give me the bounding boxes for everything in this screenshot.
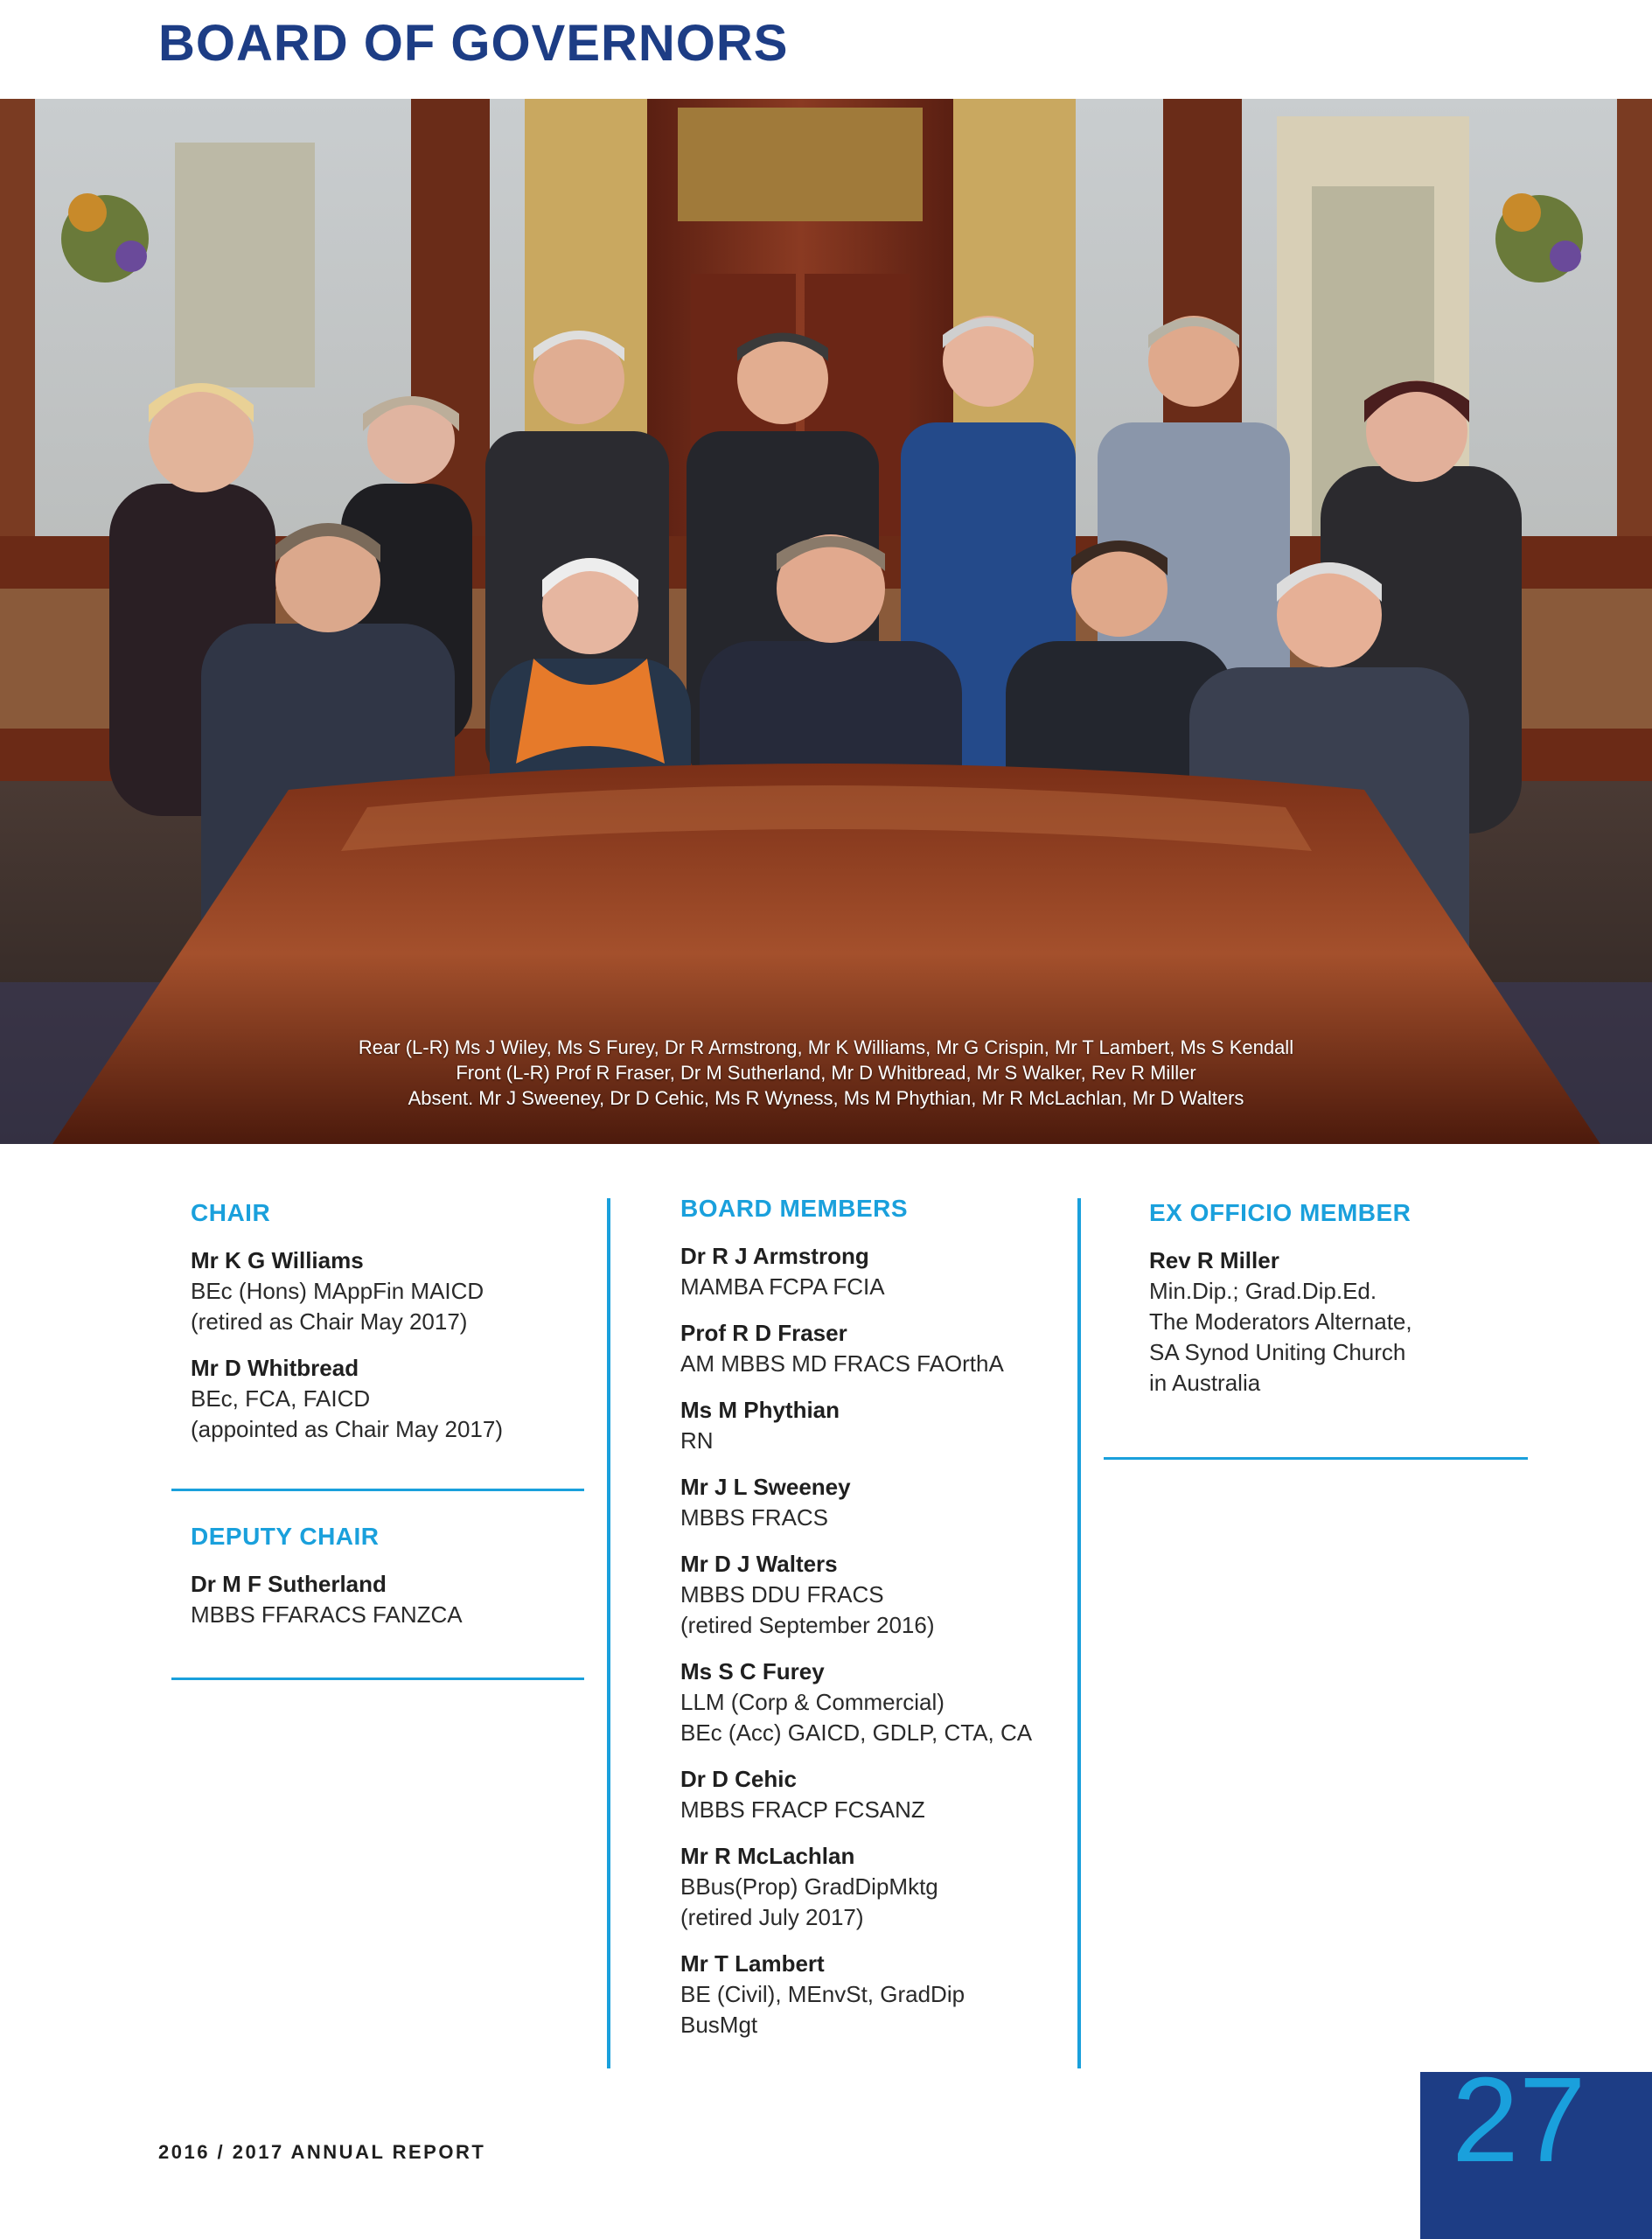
board-members-column — [661, 1194, 1063, 2056]
ex-officio-member — [1149, 1245, 1532, 1399]
member-note: (retired July 2017) — [680, 1904, 864, 1930]
section-divider — [1104, 1457, 1528, 1460]
board-member — [680, 1657, 1063, 1748]
member-qualification: MBBS FRACP FCSANZ — [680, 1796, 925, 1823]
board-member — [680, 1241, 1063, 1302]
member-qualification: MBBS DDU FRACS — [680, 1581, 884, 1608]
board-members-heading: BOARD MEMBERS — [680, 1195, 909, 1222]
member-qualification: BEc (Acc) GAICD, GDLP, CTA, CA — [680, 1719, 1033, 1746]
member-qualification: BE (Civil), MEnvSt, GradDip — [680, 1981, 965, 2007]
ex-officio-column — [1130, 1198, 1532, 1414]
member-qualification: BBus(Prop) GradDipMktg — [680, 1873, 938, 1900]
member-qualification: MBBS FRACS — [680, 1504, 829, 1531]
board-member — [680, 1841, 1063, 1933]
member-name: Mr T Lambert — [680, 1950, 825, 1977]
member-name: Prof R D Fraser — [680, 1320, 847, 1346]
member-note: (appointed as Chair May 2017) — [191, 1416, 503, 1442]
member-name: Mr D J Walters — [680, 1551, 838, 1577]
member-name: Ms M Phythian — [680, 1397, 840, 1423]
caption-absent: Absent. Mr J Sweeney, Dr D Cehic, Ms R Wyness, Ms M Phythian, Mr R McLachlan, Mr D Walters — [408, 1087, 1244, 1109]
member-name: Mr D Whitbread — [191, 1355, 359, 1381]
chair-column — [171, 1198, 584, 1461]
board-member — [680, 1764, 1063, 1825]
member-name: Dr M F Sutherland — [191, 1571, 387, 1597]
deputy-chair-column — [171, 1522, 584, 1646]
caption-front-row: Front (L-R) Prof R Fraser, Dr M Sutherland, Mr D Whitbread, Mr S Walker, Rev R Miller — [456, 1062, 1196, 1084]
member-name: Dr R J Armstrong — [680, 1243, 869, 1269]
column-rule — [1077, 1198, 1081, 2068]
board-member — [680, 1318, 1063, 1379]
member-note: (retired September 2016) — [680, 1612, 935, 1638]
member-name: Mr K G Williams — [191, 1247, 364, 1273]
deputy-chair-member — [191, 1569, 584, 1630]
member-qualification: Min.Dip.; Grad.Dip.Ed. — [1149, 1278, 1377, 1304]
chair-member — [191, 1245, 584, 1337]
chair-member — [191, 1353, 584, 1445]
member-note: (retired as Chair May 2017) — [191, 1308, 468, 1335]
board-member — [680, 1395, 1063, 1456]
caption-rear-row: Rear (L-R) Ms J Wiley, Ms S Furey, Dr R Armstrong, Mr K Williams, Mr G Crispin, Mr T Lambert, Ms S Kendall — [358, 1036, 1294, 1058]
member-qualification: AM MBBS MD FRACS FAOrthA — [680, 1350, 1004, 1377]
board-member — [680, 1549, 1063, 1641]
member-name: Ms S C Furey — [680, 1658, 825, 1684]
column-rule — [607, 1198, 610, 2068]
member-qualification: MBBS FFARACS FANZCA — [191, 1601, 463, 1628]
page-title: BOARD OF GOVERNORS — [158, 15, 789, 72]
member-role: The Moderators Alternate, — [1149, 1308, 1412, 1335]
photo-caption — [0, 1035, 1652, 1111]
footer-report-label: 2016 / 2017 ANNUAL REPORT — [158, 2141, 486, 2163]
member-name: Mr J L Sweeney — [680, 1474, 851, 1500]
member-role: in Australia — [1149, 1370, 1261, 1396]
member-qualification: BusMgt — [680, 2012, 758, 2038]
board-photo-illustration — [0, 99, 1652, 1144]
board-member — [680, 1472, 1063, 1533]
chair-heading: CHAIR — [191, 1199, 271, 1226]
member-name: Mr R McLachlan — [680, 1843, 855, 1869]
ex-officio-heading: EX OFFICIO MEMBER — [1149, 1199, 1412, 1226]
section-divider — [171, 1678, 584, 1680]
member-qualification: RN — [680, 1427, 714, 1454]
page-number: 27 — [1452, 2053, 1586, 2187]
member-qualification: LLM (Corp & Commercial) — [680, 1689, 944, 1715]
section-divider — [171, 1489, 584, 1491]
member-qualification: MAMBA FCPA FCIA — [680, 1273, 885, 1300]
member-name: Rev R Miller — [1149, 1247, 1279, 1273]
member-qualification: BEc, FCA, FAICD — [191, 1385, 371, 1412]
board-group-photo — [0, 99, 1652, 1144]
board-member — [680, 1949, 1063, 2040]
deputy-chair-heading: DEPUTY CHAIR — [191, 1523, 380, 1550]
member-name: Dr D Cehic — [680, 1766, 797, 1792]
member-role: SA Synod Uniting Church — [1149, 1339, 1406, 1365]
member-qualification: BEc (Hons) MAppFin MAICD — [191, 1278, 484, 1304]
